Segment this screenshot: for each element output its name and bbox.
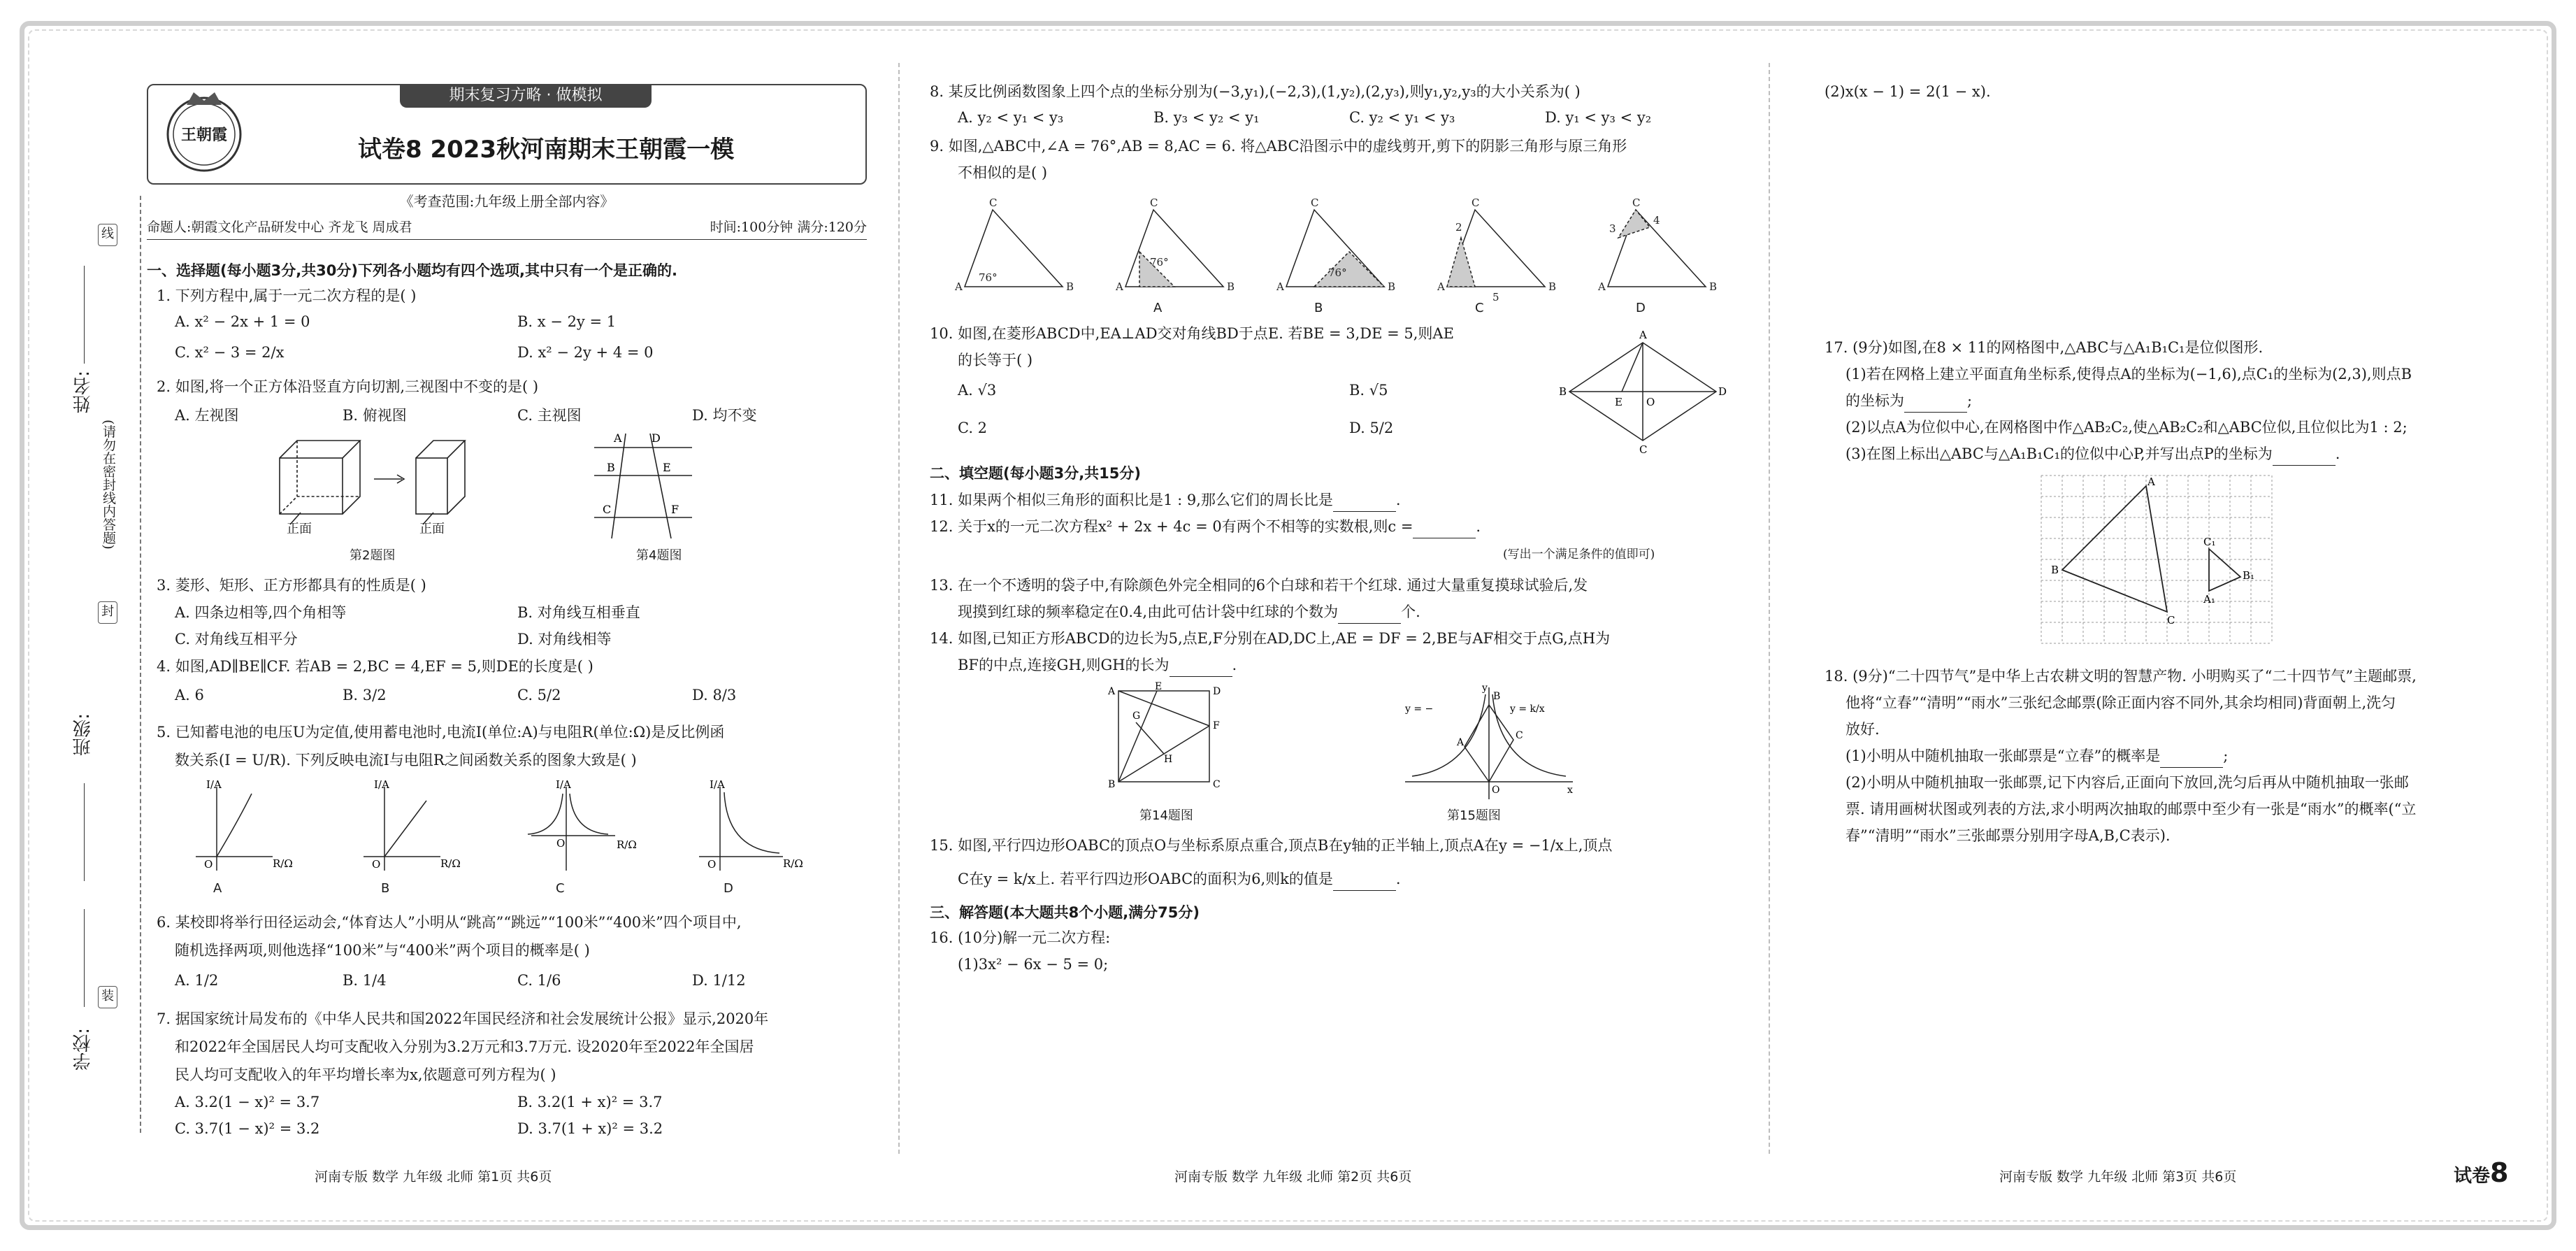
svg-text:A: A (1116, 280, 1123, 293)
seal-line: 线 (98, 224, 117, 246)
svg-text:O: O (204, 858, 213, 871)
seal-bind: 装 (98, 986, 117, 1008)
svg-text:C₁: C₁ (2203, 536, 2216, 548)
q5-label-c: C (556, 881, 565, 896)
q9-triangles-figure (955, 196, 1718, 308)
svg-text:5: 5 (1492, 291, 1499, 303)
svg-text:76°: 76° (1150, 256, 1169, 269)
q1-opt-c: C. x² − 3 = 2/x (175, 344, 285, 361)
q10-stem-line2: 的长等于( ) (958, 352, 1033, 369)
q17-grid-figure (2041, 476, 2279, 650)
q2-opt-a: A. 左视图 (175, 407, 239, 424)
q2-cube-figure (273, 430, 538, 535)
footer-page-3: 河南专版 数学 九年级 北师 第3页 共6页 (1999, 1169, 2237, 1185)
q8-opt-d: D. y₁ < y₃ < y₂ (1545, 109, 1652, 126)
column-divider-1 (898, 63, 900, 1154)
q7-opt-d: D. 3.7(1 + x)² = 3.2 (517, 1120, 663, 1137)
svg-text:G: G (1132, 710, 1141, 722)
q18-part2-line3: 春”“清明”“雨水”三张邮票分别用字母A,B,C表示). (1845, 827, 2171, 844)
paper-number-label: 试卷 (2454, 1166, 2491, 1187)
exam-scope: 《考查范围:九年级上册全部内容》 (399, 193, 614, 210)
svg-text:I/A: I/A (374, 778, 389, 791)
svg-text:H: H (1164, 754, 1173, 765)
q16-stem: 16. (10分)解一元二次方程: (930, 929, 1111, 946)
q2-stem: 2. 如图,将一个正方体沿竖直方向切割,三视图中不变的是( ) (157, 378, 539, 395)
q14-stem-line2: BF的中点,连接GH,则GH的长为 . (958, 653, 1237, 677)
q5-stem-line1: 5. 已知蓄电池的电压U为定值,使用蓄电池时,电流I(单位:A)与电阻R(单位:Ω)是反比例函 (157, 724, 725, 741)
svg-text:B: B (1559, 385, 1567, 398)
q3-stem: 3. 菱形、矩形、正方形都具有的性质是( ) (157, 577, 426, 594)
q6-stem-line1: 6. 某校即将举行田径运动会,“体育达人”小明从“跳高”“跳远”“100米”“400米”四个项目中, (157, 914, 742, 931)
q17-part2: (2)以点A为位似中心,在网格图中作△AB₂C₂,使△AB₂C₂和△ABC位似,且位似比为1 : 2; (1845, 419, 2408, 436)
svg-text:y: y (1482, 682, 1488, 694)
q8-stem: 8. 某反比例函数图象上四个点的坐标分别为(−3,y₁),(−2,3),(1,y₂),(2,y₃),则y₁,y₂,y₃的大小关系为( ) (930, 83, 1581, 100)
q4-opt-d: D. 8/3 (692, 687, 737, 703)
q14-square-figure (1104, 681, 1223, 796)
name-label: 姓名: (73, 371, 94, 413)
svg-text:C: C (1150, 196, 1158, 209)
q10-opt-c: C. 2 (958, 420, 988, 436)
q6-opt-b: B. 1/4 (343, 972, 387, 989)
q17-part3: (3)在图上标出△ABC与△A₁B₁C₁的位似中心P,并写出点P的坐标为 . (1845, 442, 2340, 466)
svg-text:I/A: I/A (206, 778, 222, 791)
svg-text:R/Ω: R/Ω (783, 857, 803, 870)
q9-label-b: B (1314, 301, 1323, 315)
svg-text:A: A (1639, 329, 1647, 341)
q13-answer-blank[interactable] (1338, 608, 1401, 624)
svg-text:76°: 76° (979, 271, 998, 284)
q4-opt-b: B. 3/2 (343, 687, 387, 703)
svg-text:A: A (1276, 280, 1284, 293)
q10-opt-d: D. 5/2 (1349, 420, 1394, 436)
svg-text:A₁: A₁ (2203, 593, 2215, 606)
q4-opt-c: C. 5/2 (517, 687, 561, 703)
q18-part1-text: (1)小明从中随机抽取一张邮票是“立春”的概率是 (1845, 748, 2161, 764)
q8-opt-a: A. y₂ < y₁ < y₃ (958, 109, 1064, 126)
svg-text:O: O (556, 837, 566, 850)
q8-opt-b: B. y₃ < y₂ < y₁ (1153, 109, 1260, 126)
q2-figure-caption: 第2题图 (350, 548, 396, 563)
q18-part2-line1: (2)小明从中随机抽取一张邮票,记下内容后,正面向下放回,洗匀后再从中随机抽取一张邮 (1845, 774, 2409, 791)
svg-text:R/Ω: R/Ω (617, 838, 637, 851)
q15-coordinate-figure (1405, 684, 1580, 803)
q12-stem: 12. 关于x的一元二次方程x² + 2x + 4c = 0有两个不相等的实数根,则c = . (930, 515, 1481, 538)
q5-stem-line2: 数关系(I = U/R). 下列反映电流I与电阻R之间函数关系的图象大致是( ) (175, 752, 637, 769)
q10-opt-a: A. √3 (958, 382, 997, 399)
q13-stem-line2: 现摸到红球的频率稳定在0.4,由此可估计袋中红球的个数为 个. (958, 600, 1420, 624)
q17-part3-text: (3)在图上标出△ABC与△A₁B₁C₁的位似中心P,并写出点P的坐标为 (1845, 445, 2273, 462)
svg-text:E: E (663, 461, 671, 474)
svg-text:D: D (1213, 686, 1221, 697)
column-page-1 (147, 56, 867, 1137)
q13-stem-line1: 13. 在一个不透明的袋子中,有除颜色外完全相同的6个白球和若干个红球. 通过大量重复摸球试验后,发 (930, 577, 1588, 594)
svg-text:I/A: I/A (556, 778, 571, 791)
paper-number-value: 8 (2490, 1157, 2509, 1188)
svg-text:C: C (2167, 614, 2175, 627)
name-blank-line (84, 266, 85, 364)
footer-page-1: 河南专版 数学 九年级 北师 第1页 共6页 (315, 1169, 552, 1185)
q11-text: 11. 如果两个相似三角形的面积比是1 : 9,那么它们的周长比是 (930, 492, 1333, 508)
exam-time-score: 时间:100分钟 满分:120分 (710, 220, 867, 235)
q6-opt-c: C. 1/6 (517, 972, 561, 989)
q16-part1: (1)3x² − 6x − 5 = 0; (958, 956, 1109, 973)
q14-stem-line1: 14. 如图,已知正方形ABCD的边长为5,点E,F分别在AD,DC上,AE = DF = 2,BE与AF相交于点G,点H为 (930, 630, 1611, 647)
q1-opt-a: A. x² − 2x + 1 = 0 (175, 313, 310, 330)
q7-opt-b: B. 3.2(1 + x)² = 3.7 (517, 1094, 663, 1110)
section-2-title: 二、填空题(每小题3分,共15分) (930, 465, 1142, 482)
q12-answer-blank[interactable] (1413, 522, 1476, 538)
svg-text:C: C (1472, 196, 1480, 209)
svg-text:A: A (955, 280, 963, 293)
q3-opt-c: C. 对角线互相平分 (175, 631, 298, 648)
q5-label-a: A (213, 881, 222, 896)
class-label: 班级: (73, 713, 94, 756)
q7-stem-line3: 民人均可支配收入的年平均增长率为x,依题意可列方程为( ) (175, 1066, 556, 1083)
q18-part1: (1)小明从中随机抽取一张邮票是“立春”的概率是 ; (1845, 744, 2228, 768)
svg-text:4: 4 (1653, 214, 1660, 227)
q9-stem-line1: 9. 如图,△ABC中,∠A = 76°,AB = 8,AC = 6. 将△ABC沿图示中的虚线剪开,剪下的阴影三角形与原三角形 (930, 138, 1627, 155)
q5-label-d: D (724, 881, 733, 896)
q9-stem-line2: 不相似的是( ) (958, 164, 1048, 181)
q9-label-a: A (1153, 301, 1163, 315)
exam-authors: 命题人:朝霞文化产品研发中心 齐龙飞 周成君 (147, 220, 412, 235)
q6-stem-line2: 随机选择两项,则他选择“100米”与“400米”两个项目的概率是( ) (175, 942, 590, 959)
q17-stem: 17. (9分)如图,在8 × 11的网格图中,△ABC与△A₁B₁C₁是位似图形. (1825, 339, 2264, 356)
svg-text:C: C (1213, 779, 1221, 790)
svg-text:王朝霞: 王朝霞 (180, 126, 228, 144)
header-rule (147, 239, 867, 240)
q14-answer-blank[interactable] (1170, 661, 1232, 677)
exam-title: 试卷8 2023秋河南期末王朝霞一模 (358, 136, 735, 164)
q4-opt-a: A. 6 (175, 687, 204, 703)
svg-text:A: A (1437, 280, 1445, 293)
q1-stem: 1. 下列方程中,属于一元二次方程的是( ) (157, 287, 417, 304)
school-label: 学校: (73, 1028, 94, 1071)
q18-stem-line2: 他将“立春”“清明”“雨水”三张纪念邮票(除正面内容不同外,其余均相同)背面朝上,洗匀 (1845, 694, 2396, 711)
svg-text:2: 2 (1455, 221, 1462, 234)
svg-text:C: C (1632, 196, 1641, 209)
q7-opt-c: C. 3.7(1 − x)² = 3.2 (175, 1120, 320, 1137)
svg-text:C: C (1311, 196, 1319, 209)
svg-text:A: A (2147, 476, 2155, 488)
svg-text:D: D (652, 431, 661, 445)
svg-text:O: O (707, 858, 717, 871)
q15-stem-line1: 15. 如图,平行四边形OABC的顶点O与坐标系原点重合,顶点B在y轴的正半轴上,顶点A在y = −1/x上,顶点 (930, 837, 1613, 854)
svg-text:B: B (1548, 280, 1557, 293)
q15-answer-blank[interactable] (1333, 875, 1396, 891)
q8-opt-c: C. y₂ < y₁ < y₃ (1349, 109, 1455, 126)
class-blank-line (84, 783, 85, 881)
svg-text:y = −: y = − (1405, 703, 1434, 715)
q4-parallel-lines-figure (594, 427, 699, 545)
svg-text:B: B (1227, 280, 1235, 293)
svg-text:x: x (1567, 785, 1573, 796)
q18-answer-blank-1[interactable] (2160, 752, 2223, 768)
q9-label-d: D (1636, 301, 1646, 315)
q18-part2-line2: 票. 请用画树状图或列表的方法,求小明两次抽取的邮票中至少有一张是“雨水”的概率(“立 (1845, 801, 2417, 817)
section-1-title: 一、选择题(每小题3分,共30分)下列各小题均有四个选项,其中只有一个是正确的. (147, 262, 677, 279)
q7-opt-a: A. 3.2(1 − x)² = 3.7 (175, 1094, 320, 1110)
section-3-title: 三、解答题(本大题共8个小题,满分75分) (930, 904, 1200, 921)
svg-text:F: F (1213, 720, 1220, 731)
svg-text:C: C (603, 503, 612, 516)
q2-opt-d: D. 均不变 (692, 407, 757, 424)
svg-text:C: C (1639, 443, 1648, 456)
q5-graphs-figure (168, 780, 867, 878)
q17-part1-line1: (1)若在网格上建立平面直角坐标系,使得点A的坐标为(−1,6),点C₁的坐标为(2,3),则点B (1845, 366, 2412, 383)
svg-text:B: B (2051, 564, 2059, 576)
svg-text:D: D (1718, 385, 1727, 398)
svg-text:A: A (1457, 737, 1465, 748)
q17-answer-blank-1[interactable] (1904, 396, 1967, 413)
svg-text:B₁: B₁ (2243, 569, 2255, 582)
school-blank-line (84, 909, 85, 1007)
paper-number (2454, 1157, 2508, 1188)
svg-text:F: F (671, 503, 679, 516)
svg-text:O: O (372, 858, 381, 871)
svg-text:B: B (1388, 280, 1396, 293)
q13-text: 现摸到红球的频率稳定在0.4,由此可估计袋中红球的个数为 (958, 603, 1339, 620)
q15-figure-caption: 第15题图 (1447, 808, 1501, 823)
svg-text:C: C (989, 196, 998, 209)
svg-text:I/A: I/A (710, 778, 725, 791)
svg-text:E: E (1615, 396, 1622, 408)
q16-part2: (2)x(x − 1) = 2(1 − x). (1825, 83, 1991, 100)
q12-note: (写出一个满足条件的值即可) (1503, 548, 1655, 562)
svg-text:R/Ω: R/Ω (440, 857, 461, 870)
q5-label-b: B (381, 881, 390, 896)
seal-dashed-line (140, 196, 141, 1133)
header-banner: 期末复习方略 · 做模拟 (400, 84, 652, 108)
q3-opt-a: A. 四条边相等,四个角相等 (175, 604, 347, 621)
svg-text:A: A (1598, 280, 1606, 293)
q18-stem-line1: 18. (9分)“二十四节气”是中华上古农耕文明的智慧产物. 小明购买了“二十四节气”主题邮票, (1825, 668, 2417, 685)
q9-label-c: C (1475, 301, 1484, 315)
q12-text: 12. 关于x的一元二次方程x² + 2x + 4c = 0有两个不相等的实数根,则c = (930, 518, 1413, 535)
svg-text:C: C (1516, 730, 1523, 741)
svg-text:O: O (1646, 396, 1655, 408)
svg-text:B: B (1066, 280, 1074, 293)
seal-seal: 封 (98, 601, 117, 624)
q6-opt-a: A. 1/2 (175, 972, 219, 989)
q1-opt-b: B. x − 2y = 1 (517, 313, 617, 330)
footer-page-2: 河南专版 数学 九年级 北师 第2页 共6页 (1174, 1169, 1412, 1185)
exam-meta (147, 217, 867, 236)
q11-answer-blank[interactable] (1333, 496, 1396, 512)
svg-text:B: B (607, 461, 615, 474)
q17-part1-line2: 的坐标为 ; (1845, 389, 1972, 413)
binding-sidebar (56, 210, 126, 1119)
q7-stem-line2: 和2022年全国居民人均可支配收入分别为3.2万元和3.7万元. 设2020年至2022年全国居 (175, 1038, 754, 1055)
svg-text:B: B (1108, 779, 1116, 790)
column-divider-2 (1769, 63, 1770, 1154)
q1-opt-d: D. x² − 2y + 4 = 0 (517, 344, 654, 361)
q2-opt-c: C. 主视图 (517, 407, 582, 424)
q10-stem-line1: 10. 如图,在菱形ABCD中,EA⊥AD交对角线BD于点E. 若BE = 3,DE = 5,则AE (930, 325, 1454, 342)
q17-answer-blank-3[interactable] (2273, 450, 2336, 466)
q2-front-label-2: 正面 (419, 522, 445, 536)
svg-text:A: A (614, 431, 622, 445)
q10-opt-b: B. √5 (1349, 382, 1388, 399)
q17-part1-text: 的坐标为 (1845, 392, 1904, 409)
svg-text:76°: 76° (1328, 266, 1347, 279)
q18-stem-line3: 放好. (1845, 721, 1880, 738)
q14-figure-caption: 第14题图 (1139, 808, 1193, 823)
q14-text: BF的中点,连接GH,则GH的长为 (958, 657, 1170, 673)
svg-text:y = k/x: y = k/x (1510, 703, 1545, 715)
q11-stem: 11. 如果两个相似三角形的面积比是1 : 9,那么它们的周长比是 . (930, 488, 1401, 512)
svg-text:A: A (1108, 686, 1116, 697)
q4-figure-caption: 第4题图 (636, 548, 682, 563)
svg-text:O: O (1492, 785, 1500, 796)
q10-rhombus-figure (1559, 329, 1727, 455)
svg-text:E: E (1155, 681, 1163, 692)
q2-front-label: 正面 (287, 522, 312, 536)
exam-header (147, 84, 867, 185)
q7-stem-line1: 7. 据国家统计局发布的《中华人民共和国2022年国民经济和社会发展统计公报》显示,2020年 (157, 1010, 769, 1027)
q2-opt-b: B. 俯视图 (343, 407, 407, 424)
q15-stem-line2: C在y = k/x上. 若平行四边形OABC的面积为6,则k的值是 . (958, 867, 1401, 891)
svg-text:B: B (1493, 691, 1501, 702)
svg-text:B: B (1709, 280, 1718, 293)
seal-note: (请勿在密封线内答题) (101, 420, 116, 550)
q3-opt-d: D. 对角线相等 (517, 631, 612, 648)
q4-stem: 4. 如图,AD∥BE∥CF. 若AB = 2,BC = 4,EF = 5,则DE的长度是( ) (157, 658, 593, 675)
svg-text:R/Ω: R/Ω (273, 857, 293, 870)
svg-text:3: 3 (1609, 222, 1616, 235)
q3-opt-b: B. 对角线互相垂直 (517, 604, 640, 621)
brand-logo-icon (162, 78, 246, 183)
q15-text: C在y = k/x上. 若平行四边形OABC的面积为6,则k的值是 (958, 871, 1333, 887)
q6-opt-d: D. 1/12 (692, 972, 746, 989)
